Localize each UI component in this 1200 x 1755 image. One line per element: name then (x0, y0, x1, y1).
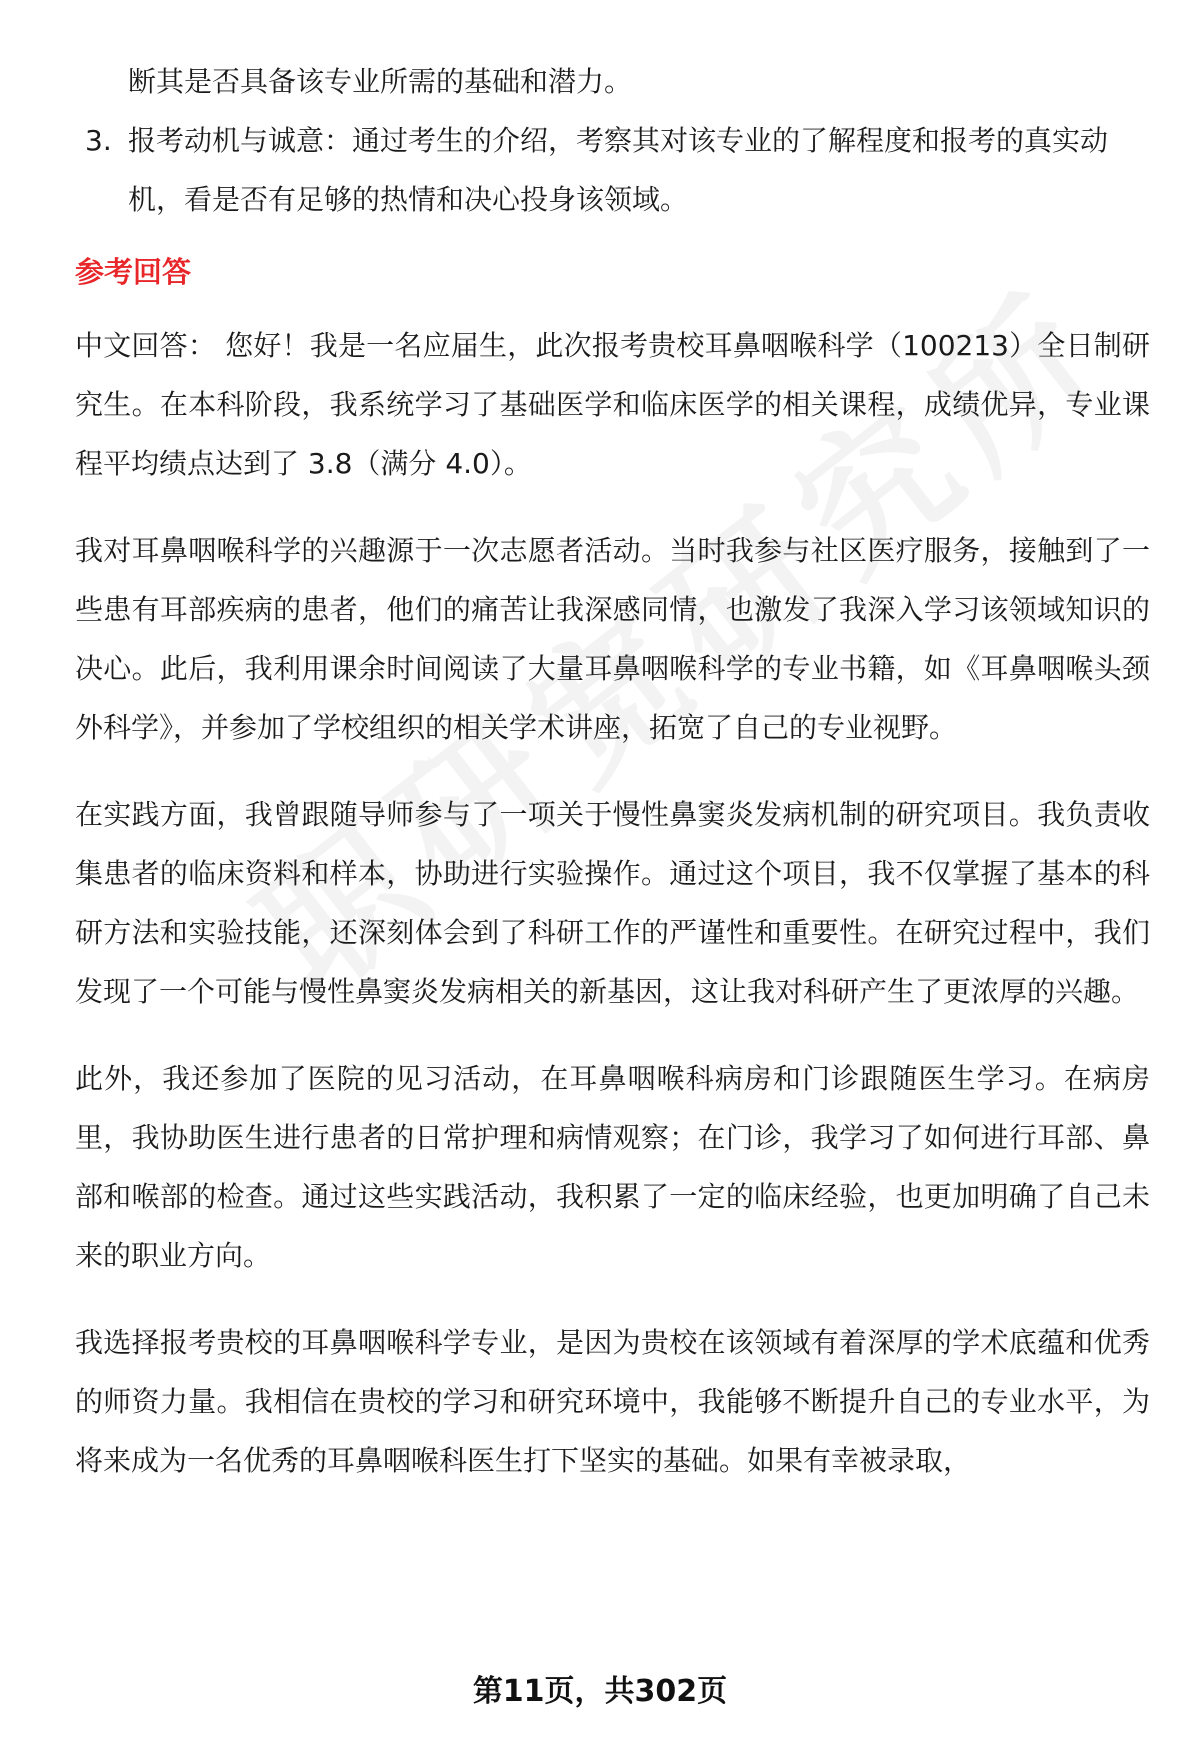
page-number: 第11页，共302页 (472, 1674, 728, 1709)
page-content (75, 52, 1150, 1490)
list-item-2-continuation: 断其是否具备该专业所需的基础和潜力。 (128, 65, 633, 98)
answer-paragraph-1: 中文回答： 您好！我是一名应届生，此次报考贵校耳鼻咽喉科学（100213）全日制研究生。在本科阶段，我系统学习了基础医学和临床医学的相关课程，成绩优异，专业课程平均绩点达到了 3.8（满分 4.0）。 (75, 329, 1150, 480)
list-number: 3. (85, 124, 112, 157)
section-heading: 参考回答 (75, 255, 192, 289)
answer-paragraph-2: 我对耳鼻咽喉科学的兴趣源于一次志愿者活动。当时我参与社区医疗服务，接触到了一些患有耳部疾病的患者，他们的痛苦让我深感同情，也激发了我深入学习该领域知识的决心。此后，我利用课余时间阅读了大量耳鼻咽喉科学的专业书籍，如《耳鼻咽喉头颈外科学》，并参加了学校组织的相关学术讲座，拓宽了自己的专业视野。 (75, 534, 1150, 744)
list-text: 报考动机与诚意：通过考生的介绍，考察其对该专业的了解程度和报考的真实动机，看是否有足够的热情和决心投身该领域。 (128, 124, 1109, 216)
answer-paragraph-5: 我选择报考贵校的耳鼻咽喉科学专业，是因为贵校在该领域有着深厚的学术底蕴和优秀的师资力量。我相信在贵校的学习和研究环境中，我能够不断提升自己的专业水平，为将来成为一名优秀的耳鼻咽喉科医生打下坚实的基础。如果有幸被录取， (75, 1326, 1150, 1477)
answer-paragraph-3: 在实践方面，我曾跟随导师参与了一项关于慢性鼻窦炎发病机制的研究项目。我负责收集患者的临床资料和样本，协助进行实验操作。通过这个项目，我不仅掌握了基本的科研方法和实验技能，还深刻体会到了科研工作的严谨性和重要性。在研究过程中，我们发现了一个可能与慢性鼻窦炎发病相关的新基因，这让我对科研产生了更浓厚的兴趣。 (75, 798, 1150, 1008)
answer-paragraph-4: 此外，我还参加了医院的见习活动，在耳鼻咽喉科病房和门诊跟随医生学习。在病房里，我协助医生进行患者的日常护理和病情观察；在门诊，我学习了如何进行耳部、鼻部和喉部的检查。通过这些实践活动，我积累了一定的临床经验，也更加明确了自己未来的职业方向。 (75, 1062, 1150, 1272)
list-item-3 (75, 111, 1150, 229)
